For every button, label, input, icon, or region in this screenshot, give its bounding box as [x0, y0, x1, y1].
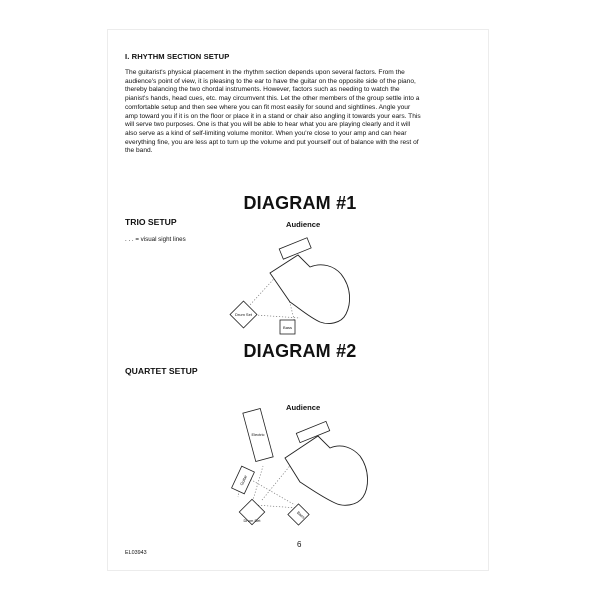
catalog-code: EL03943 [125, 550, 147, 556]
diagram-1-title: DIAGRAM #1 [243, 193, 357, 213]
trio-drum-set-label: Drum Set [235, 312, 252, 317]
quartet-drum-set-label: Drum Set [243, 518, 261, 523]
quartet-electric [243, 409, 273, 462]
trio-setup-label: TRIO SETUP [125, 217, 177, 227]
trio-bass-label: Bass [283, 325, 292, 330]
quartet-electric-label: Electric [251, 432, 265, 437]
quartet-drum-set [239, 499, 264, 524]
diagram-1-audience-label: Audience [286, 220, 321, 229]
quartet-setup-label: QUARTET SETUP [125, 366, 198, 376]
quartet-piano [285, 436, 368, 505]
quartet-bass [288, 504, 309, 525]
diagram-2-title: DIAGRAM #2 [243, 341, 357, 361]
quartet-bass-label: Bass [295, 510, 306, 520]
quartet-guitar [232, 466, 255, 494]
diagram-2-audience-label: Audience [286, 403, 321, 412]
quartet-guitar-label: Guitar [238, 474, 249, 487]
section-paragraph: The guitarist's physical placement in the rhythm section depends upon several factors. From the audience's point of view, it is pleasing to the ear to have the guitar on the opposite side of the piano, thereby balancing the two chordal instruments. However, factors such as needing to watch the pianist's hands, head cues, etc. may circumvent this. Let the other members of the group settle into a comfortable setup and then see where you can fit most easily for sound and sightlines. Angle your amp toward you if it is on the floor or place it in a stand or chair also angling it towards your ears. This will serve two purposes. One is that you will be able to hear what you are playing clearly and it will also serve as a kind of self-limiting volume monitor. When you're close to your amp and can hear everything fine, you are less apt to turn up the volume and put yourself out of balance with the rest of the band. [125, 69, 421, 155]
section-title: I. RHYTHM SECTION SETUP [125, 52, 230, 61]
sight-lines-legend: . . . = visual sight lines [125, 236, 186, 243]
page-number: 6 [297, 540, 302, 549]
